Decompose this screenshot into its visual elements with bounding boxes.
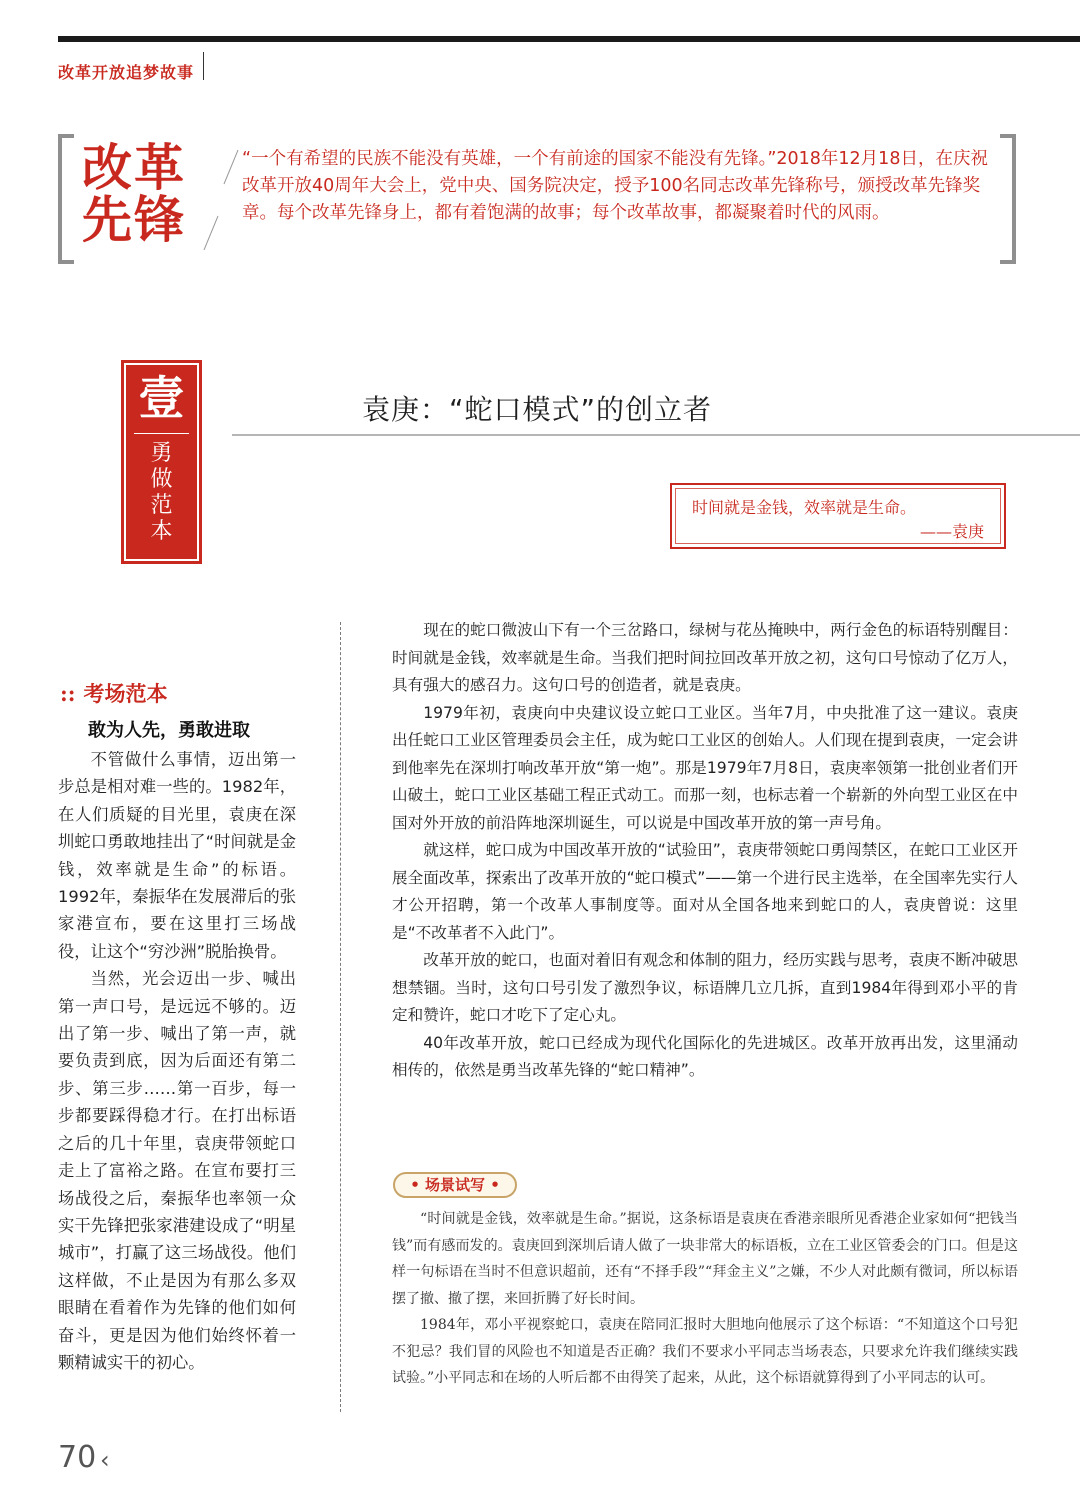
quote-text: 时间就是金钱，效率就是生命。 — [692, 498, 917, 517]
top-rule — [58, 36, 1080, 42]
chapter-subtitle-char: 勇 — [150, 441, 173, 466]
scene-paragraph: “时间就是金钱，效率就是生命。”据说，这条标语是袁庚在香港亲眼所见香港企业家如何“把钱当钱”而有感而发的。袁庚回到深圳后请人做了一块非常大的标语板，立在工业区管委会的门口。但是这样一句标语在当时不但意识超前，还有“不择手段”“拜金主义”之嫌，不少人对此颇有微词，所以标语摆了撤、撤了摆，来回折腾了好长时间。 — [392, 1211, 1018, 1307]
sidebar-heading — [60, 678, 168, 708]
column-divider — [340, 622, 341, 1412]
scene-paragraph: 1984年，邓小平视察蛇口，袁庚在陪同汇报时大胆地向他展示了这个标语：“不知道这个口号犯不犯忌？我们冒的风险也不知道是否正确？我们不要求小平同志当场表态，只要求允许我们继续实践试验。”小平同志和在场的人听后都不由得笑了起来，从此，这个标语就算得到了小平同志的认可。 — [392, 1317, 1018, 1386]
chapter-numeral: 壹 — [138, 371, 185, 425]
banner-intro: “一个有希望的民族不能没有英雄，一个有前途的国家不能没有先锋。”2018年12月18日，在庆祝改革开放40周年大会上，党中央、国务院决定，授予100名同志改革先锋称号，颁授改革先锋奖章。每个改革先锋身上，都有着饱满的故事；每个改革故事，都凝聚着时代的风雨。 — [242, 149, 988, 223]
article-paragraph: 现在的蛇口微波山下有一个三岔路口，绿树与花丛掩映中，两行金色的标语特别醒目：时间就是金钱，效率就是生命。当我们把时间拉回改革开放之初，这句口号惊动了亿万人，具有强大的感召力。这句口号的创造者，就是袁庚。 — [392, 621, 1018, 694]
article-title: 袁庚：“蛇口模式”的创立者 — [362, 393, 713, 426]
banner-title-line1: 改革 — [82, 138, 186, 197]
chapter-subtitle-char: 本 — [150, 519, 173, 544]
sidebar-paragraph: 当然，光会迈出一步、喊出第一声口号，是远远不够的。迈出了第一步、喊出了第一声，就要负责到底，因为后面还有第二步、第三步……第一百步，每一步都要踩得稳才行。在打出标语之后的几十年里，袁庚带领蛇口走上了富裕之路。在宣布要打三场战役之后，秦振华也率领一众实干先锋把张家港建设成了“明星城市”，打赢了这三场战役。他们这样做，不止是因为有那么多双眼睛在看着作为先锋的他们如何奋斗，更是因为他们始终怀着一颗精诚实干的初心。 — [58, 969, 296, 1372]
chapter-badge — [121, 360, 202, 564]
dots-icon: :: — [60, 681, 76, 706]
banner-title — [82, 138, 194, 249]
sidebar-paragraph: 不管做什么事情，迈出第一步总是相对难一些的。1982年，在人们质疑的目光里，袁庚在深圳蛇口勇敢地挂出了“时间就是金钱，效率就是生命”的标语。1992年，秦振华在发展滞后的张家港宣布，要在这里打三场战役，让这个“穷沙洲”脱胎换骨。 — [58, 750, 296, 961]
chapter-subtitle-char: 范 — [150, 493, 173, 518]
article-paragraph: 1979年初，袁庚向中央建议设立蛇口工业区。当年7月，中央批准了这一建议。袁庚出任蛇口工业区管理委员会主任，成为蛇口工业区的创始人。人们现在提到袁庚，一定会讲到他率先在深圳打响改革开放“第一炮”。那是1979年7月8日，袁庚率领第一批创业者们开山破土，蛇口工业区基础工程正式动工。而那一刻，也标志着一个崭新的外向型工业区在中国对外开放的前沿阵地深圳诞生，可以说是中国改革开放的第一声号角。 — [392, 703, 1018, 832]
scene-label: • 场景试写 • — [393, 1172, 517, 1198]
quote-stamp — [670, 483, 1006, 549]
chevron-left-icon: ‹ — [100, 1446, 110, 1474]
chapter-subtitle — [124, 441, 199, 545]
running-head-divider — [203, 52, 204, 80]
chapter-subtitle-char: 做 — [150, 467, 173, 492]
article-paragraph: 40年改革开放，蛇口已经成为现代化国际化的先进城区。改革开放再出发，这里涌动相传的，依然是勇当改革先锋的“蛇口精神”。 — [392, 1033, 1018, 1079]
sidebar-heading-text: 考场范本 — [83, 681, 168, 706]
chapter-subtitle-text — [124, 441, 199, 545]
article-paragraph: 就这样，蛇口成为中国改革开放的“试验田”，袁庚带领蛇口勇闯禁区，在蛇口工业区开展全面改革，探索出了改革开放的“蛇口模式”——第一个进行民主选举，在全国率先实行人才公开招聘，第一个改革人事制度等。面对从全国各地来到蛇口的人，袁庚曾说：这里是“不改革者不入此门”。 — [392, 841, 1018, 942]
banner-title-line2: 先锋 — [82, 190, 186, 249]
banner-slash — [198, 150, 244, 250]
scene-body — [392, 1206, 1018, 1392]
sidebar-subheading: 敢为人先，勇敢进取 — [88, 720, 250, 741]
article-body — [392, 617, 1018, 1085]
title-rule — [232, 434, 1080, 436]
banner-left-bracket — [58, 134, 74, 264]
chapter-divider — [134, 433, 189, 434]
banner-right-bracket — [1000, 134, 1016, 264]
quote-author: ——袁庚 — [919, 522, 984, 541]
running-head: 改革开放追梦故事 — [58, 63, 195, 82]
page-number: 70 — [58, 1440, 97, 1475]
article-paragraph: 改革开放的蛇口，也面对着旧有观念和体制的阻力，经历实践与思考，袁庚不断冲破思想禁锢。当时，这句口号引发了激烈争议，标语牌几立几拆，直到1984年得到邓小平的肯定和赞许，蛇口才吃下了定心丸。 — [392, 951, 1018, 1024]
sidebar-body — [58, 746, 296, 1376]
